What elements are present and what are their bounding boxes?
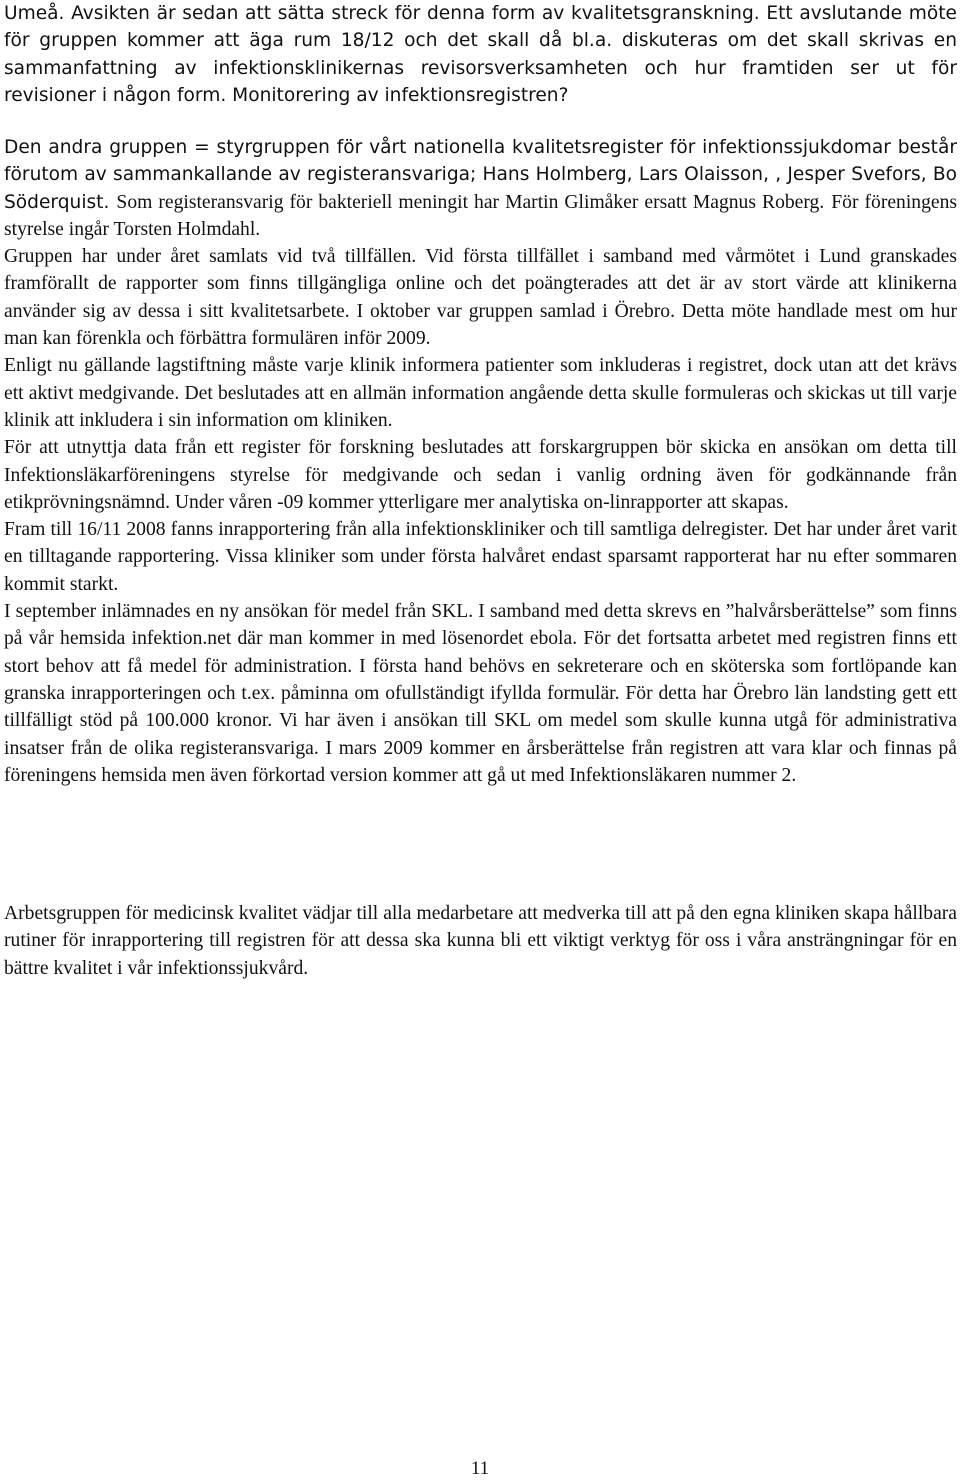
paragraph-2-research: För att utnyttja data från ett register för forskning beslutades att forskargruppen bör skicka en ansökan om detta till Infektionsläkarföreningens styrelse för medgivande och sedan i vanlig ordning även för godkännande från etikprövningsnämnd. Under våren -09 kommer ytterligare mer analytiska on-linrapporter att skapas. xyxy=(4,437,957,513)
paragraph-1-sentence-3: Monitorering av infektionsregistren? xyxy=(232,84,569,106)
paragraph-2-sentence-3: För föreningens styrelse ingår Torsten Holmdahl. xyxy=(4,191,957,240)
paragraph-2-sentence-2: Som registeransvarig för bakteriell meningit har Martin Glimåker ersatt Magnus Roberg. xyxy=(116,191,825,213)
paragraph-1-sentence-1: Umeå. Avsikten är sedan att sätta streck för denna form av kvalitetsgranskning. xyxy=(4,3,760,24)
paragraph-2-legislation: Enligt nu gällande lagstiftning måste varje klinik informera patienter som inkluderas i registret, dock utan att det krävs ett aktivt medgivande. Det beslutades att en allmän information angående detta skulle formuleras och skickas ut till varje klinik att inkludera i sin information om kliniken. xyxy=(4,355,957,431)
paragraph-2-sentence-1: Den andra gruppen = styrgruppen för vårt nationella kvalitetsregister för infektionssjukdomar består förutom av sammankallande av registeransvariga; Hans Holmberg, Lars Olaisson, , Jesper Svefors, Bo Söderquist. xyxy=(4,137,957,213)
paragraph-1-sentence-2: Ett avslutande möte för gruppen kommer att äga rum 18/12 och det skall då bl.a. diskuteras om det skall skrivas en sammanfattning av infektionsklinikernas revisorsverksamheten och hur framtiden ser ut för revisioner i någon form. xyxy=(4,3,957,106)
paragraph-2-funding: I september inlämnades en ny ansökan för medel från SKL. I samband med detta skrevs en ”halvårsberättelse” som finns på vår hemsida infektion.net där man kommer in med lösenordet ebola. För det fortsatta arbetet med registren finns ett stort behov att få medel för administration. I första hand behövs en sekreterare och en sköterska som fortlöpande kan granska inrapporteringen och t.ex. påminna om ofullständigt ifyllda formulär. För detta har Örebro län landsting gett ett tillfälligt stöd på 100.000 kronor. Vi har även i ansökan till SKL om medel som skulle kunna utgå för administrativa insatser från de olika registeransvariga. I mars 2009 kommer en årsberättelse från registren att vara klar och finnas på föreningens hemsida men även förkortad version kommer att gå ut med Infektionsläkaren nummer 2. xyxy=(4,601,957,786)
page-number: 11 xyxy=(470,1458,490,1479)
paragraph-2-intro xyxy=(4,134,957,243)
paragraph-2-reporting: Fram till 16/11 2008 fanns inrapportering från alla infektionskliniker och till samtliga delregister. Det har under året varit en tilltagande rapportering. Vissa kliniker som under första halvåret endast sparsamt rapporterat har nu efter sommaren kommit starkt. xyxy=(4,519,957,595)
paragraph-3: Arbetsgruppen för medicinsk kvalitet vädjar till alla medarbetare att medverka till att på den egna kliniken skapa hållbara rutiner för inrapportering till registren för att dessa ska kunna bli ett viktigt verktyg för oss i våra ansträngningar för en bättre kvalitet i vår infektionssjukvård. xyxy=(4,903,957,979)
paragraph-1 xyxy=(4,0,957,109)
paragraph-2 xyxy=(4,134,957,789)
paragraph-2-meetings: Gruppen har under året samlats vid två tillfällen. Vid första tillfället i samband med vårmötet i Lund granskades framförallt de rapporter som finns tillgängliga online och det poängterades att det är av stort värde att klinikerna använder sig av dessa i sitt kvalitetsarbete. I oktober var gruppen samlad i Örebro. Detta möte handlade mest om hur man kan förenkla och förbättra formulären inför 2009. xyxy=(4,246,957,350)
